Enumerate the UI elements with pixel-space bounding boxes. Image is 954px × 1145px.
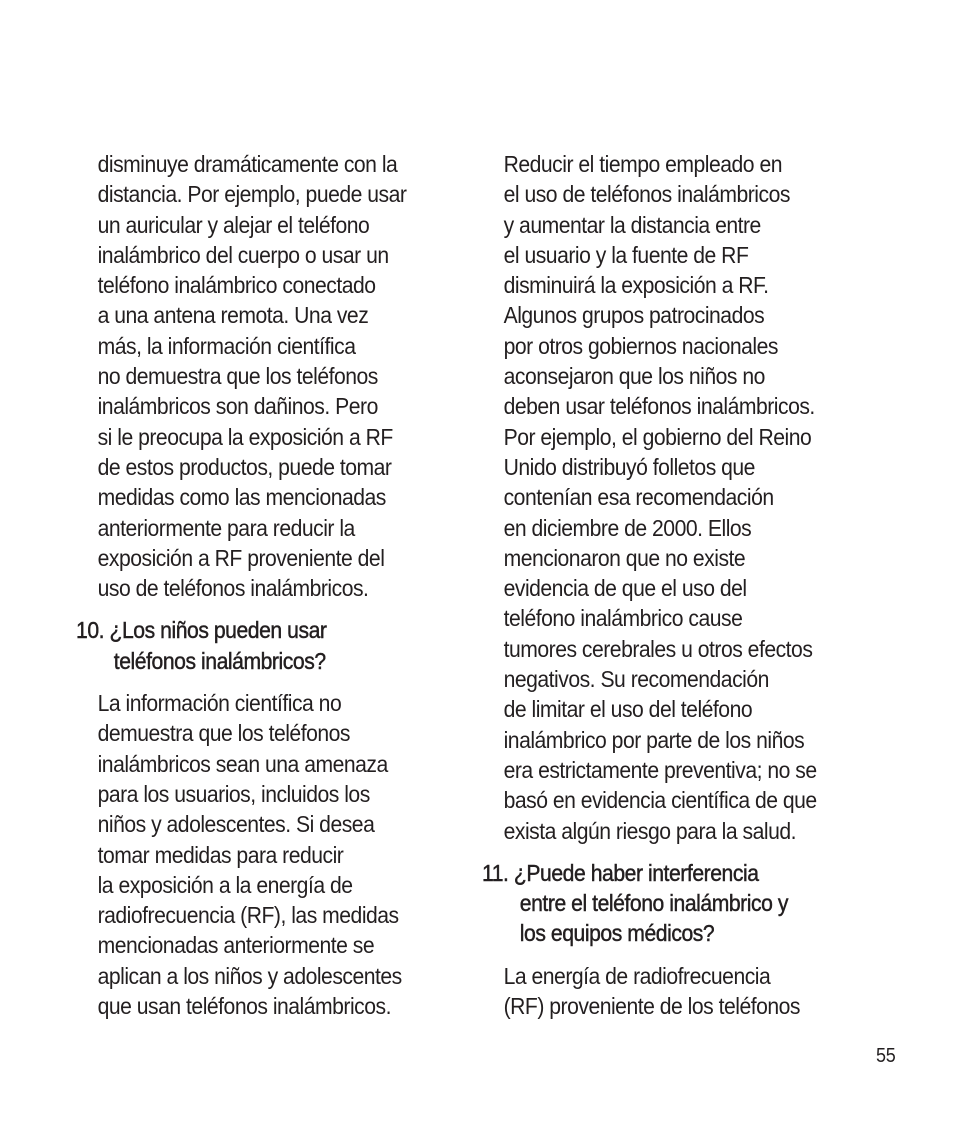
heading-line: teléfonos inalámbricos?: [113, 647, 326, 674]
right-column: [482, 149, 872, 1021]
text-line: inalámbricos sean una amenaza: [97, 750, 388, 777]
text-line: teléfono inalámbrico conectado: [97, 272, 376, 299]
text-line: niños y adolescentes. Si desea: [97, 811, 375, 838]
text-line: en diciembre de 2000. Ellos: [503, 514, 752, 541]
text-line: inalámbrico del cuerpo o usar un: [97, 241, 389, 268]
text-line: si le preocupa la exposición a RF: [97, 423, 393, 450]
text-line: tumores cerebrales u otros efectos: [503, 635, 813, 662]
heading-text: ¿Los niños pueden usar: [109, 617, 327, 644]
text-line: exposición a RF proveniente del: [97, 544, 385, 571]
text-line: radiofrecuencia (RF), las medidas: [97, 902, 399, 929]
text-line: disminuye dramáticamente con la: [97, 151, 398, 177]
text-line: mencionadas anteriormente se: [97, 932, 375, 959]
text-line: aconsejaron que los niños no: [503, 363, 765, 390]
text-line: Reducir el tiempo empleado en: [503, 151, 782, 177]
text-line: Por ejemplo, el gobierno del Reino: [503, 423, 812, 450]
text-line: tomar medidas para reducir: [97, 841, 344, 868]
text-line: exista algún riesgo para la salud.: [503, 817, 796, 844]
text-line: era estrictamente preventiva; no se: [503, 756, 817, 783]
text-line: basó en evidencia científica de que: [503, 787, 817, 814]
section-10-body: [76, 688, 418, 1021]
text-line: uso de teléfonos inalámbricos.: [97, 575, 369, 602]
text-line: (RF) proveniente de los teléfonos: [503, 993, 800, 1020]
left-column: [76, 149, 456, 1021]
text-line: negativos. Su recomendación: [503, 666, 769, 693]
heading-line: [76, 615, 418, 645]
text-line: más, la información científica: [97, 332, 356, 359]
text-line: de estos productos, puede tomar: [97, 453, 392, 480]
text-line: el uso de teléfonos inalámbricos: [503, 181, 790, 208]
heading-text: ¿Puede haber interferencia: [513, 859, 759, 886]
section-number: 11.: [482, 859, 509, 886]
text-line: aplican a los niños y adolescentes: [97, 962, 402, 989]
section-11-heading: [482, 858, 833, 949]
text-line: no demuestra que los teléfonos: [97, 363, 378, 390]
text-line: Algunos grupos patrocinados: [503, 302, 765, 329]
page-number: 55: [876, 1045, 896, 1067]
text-line: un auricular y alejar el teléfono: [97, 211, 370, 238]
section-number: 10.: [76, 617, 105, 644]
text-line: distancia. Por ejemplo, puede usar: [97, 181, 407, 208]
heading-line: [482, 858, 833, 888]
text-line: evidencia de que el uso del: [503, 575, 747, 602]
text-line: teléfono inalámbrico cause: [503, 605, 743, 632]
text-line: mencionaron que no existe: [503, 544, 746, 571]
text-line: demuestra que los teléfonos: [97, 720, 350, 747]
text-line: La información científica no: [97, 690, 342, 717]
text-line: el usuario y la fuente de RF: [503, 241, 749, 268]
text-line: deben usar teléfonos inalámbricos.: [503, 393, 815, 420]
intro-paragraph-left: [76, 149, 418, 603]
text-line: de limitar el uso del teléfono: [503, 696, 753, 723]
text-line: que usan teléfonos inalámbricos.: [97, 993, 391, 1020]
text-line: para los usuarios, incluidos los: [97, 780, 370, 807]
text-line: contenían esa recomendación: [503, 484, 774, 511]
text-line: inalámbrico por parte de los niños: [503, 726, 805, 753]
text-line: Unido distribuyó folletos que: [503, 453, 755, 480]
heading-line: entre el teléfono inalámbrico y: [519, 890, 789, 917]
text-line: inalámbricos son dañinos. Pero: [97, 393, 378, 420]
intro-paragraph-right: [482, 149, 833, 846]
text-line: La energía de radiofrecuencia: [503, 962, 771, 989]
text-line: y aumentar la distancia entre: [503, 211, 761, 238]
text-line: a una antena remota. Una vez: [97, 302, 369, 329]
text-line: anteriormente para reducir la: [97, 514, 355, 541]
heading-line: los equipos médicos?: [519, 920, 715, 947]
text-line: medidas como las mencionadas: [97, 484, 386, 511]
section-11-body: [482, 961, 833, 1022]
text-line: por otros gobiernos nacionales: [503, 332, 778, 359]
section-10-heading: [76, 615, 418, 676]
text-line: la exposición a la energía de: [97, 871, 353, 898]
text-line: disminuirá la exposición a RF.: [503, 272, 769, 299]
